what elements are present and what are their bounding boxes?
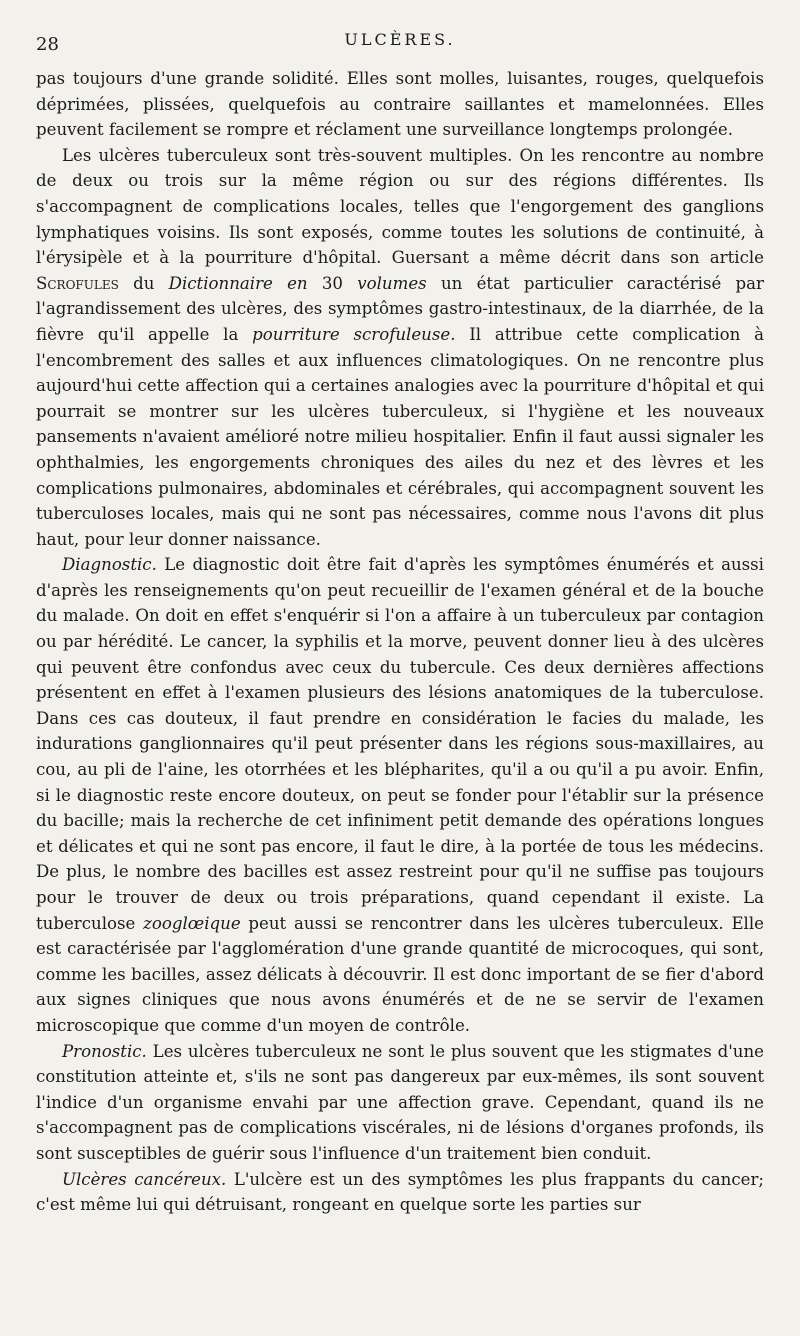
paragraph-ulceres-cancereux (36, 1167, 764, 1218)
text-run: du (118, 273, 169, 293)
paragraph-continuation: pas toujours d'une grande solidité. Elles sont molles, luisantes, rouges, quelquefois déprimées, plissées, quelquefois au contraire saillantes et mamelonnées. Elles peuvent facilement se rompre et réclament une surveillance longtemps prolongée. (36, 69, 764, 140)
body-text (36, 66, 764, 1218)
page-header (36, 22, 764, 66)
small-caps-article-title: Scrofules (36, 273, 119, 293)
text-run: Les ulcères tuberculeux sont très-souvent multiples. On les rencontre au nombre de deux ou trois sur la même région ou sur des régions différentes. Ils s'accompagnent de complications locales, telles que l'engorgement des ganglions lymphatiques voisins. Ils sont exposés, comme toutes les solutions de continuité, à l'érysipèle et à la pourriture d'hôpital. Guersant a même décrit dans son article (36, 145, 764, 268)
text-run: L'ulcère est un des symptômes les plus frappants du cancer; c'est même lui qui détruisant, rongeant en quelque sorte les parties sur (36, 1169, 764, 1215)
text-run: Il attribue cette complication à l'encombrement des salles et aux influences climatologiques. On ne rencontre plus aujourd'hui cette affection qui a certaines analogies avec la pourriture d'hôpital et qui pourrait se montrer sur les ulcères tuberculeux, si l'hygiène et les nouveaux pansements n'avaient amélioré notre milieu hospitalier. Enfin il faut aussi signaler les ophthalmies, les engorgements chroniques des ailes du nez et des lèvres et les complications pulmonaires, abdominales et cérébrales, qui accompagnent souvent les tuberculoses locales, mais qui ne sont pas nécessaires, comme nous l'avons dit plus haut, pour leur donner naissance. (36, 324, 764, 549)
book-page (36, 22, 764, 1322)
paragraph-diagnostic (36, 552, 764, 1038)
italic-dictionary-title: Dictionnaire en (168, 273, 308, 293)
section-heading-ulceres-cancereux: Ulcères cancéreux. (62, 1169, 227, 1189)
section-heading-pronostic: Pronostic. (62, 1041, 147, 1061)
page-number: 28 (36, 34, 59, 55)
text-run: un état particulier caractérisé par l'agrandissement des ulcères, des symptômes gastro-intestinaux, de la diarrhée, de la fièvre qu'il appelle la (36, 273, 764, 344)
paragraph-pronostic (36, 1039, 764, 1167)
text-run: Les ulcères tuberculeux ne sont le plus souvent que les stigmates d'une constitution atteinte et, s'ils ne sont pas dangereux par eux-mêmes, ils sont souvent l'indice d'un organisme envahi par une affection grave. Cependant, quand ils ne s'accompagnent pas de complications viscérales, ni de lésions d'organes profonds, ils sont susceptibles de guérir sous l'influence d'un traitement bien conduit. (36, 1041, 764, 1163)
running-head: ULCÈRES. (344, 30, 456, 49)
text-run: Le diagnostic doit être fait d'après les symptômes énumérés et aussi d'après les renseignements qu'on peut recueillir de l'examen général et de la bouche du malade. On doit en effet s'enquérir si l'on a affaire à un tuberculeux par contagion ou par hérédité. Le cancer, la syphilis et la morve, peuvent donner lieu à des ulcères qui peuvent être confondus avec ceux du tubercule. Ces deux dernières affections présentent en effet à l'examen plusieurs des lésions anatomiques de la tuberculose. Dans ces cas douteux, il faut prendre en considération le facies du malade, les indurations ganglionnaires qu'il peut présenter dans les régions sous-maxillaires, au cou, au pli de l'aine, les otorrhées et les blépharites, qu'il a ou qu'il a pu avoir. Enfin, si le diagnostic reste encore douteux, on peut se fonder pour l'établir sur la présence du bacille; mais la recherche de cet infiniment petit demande des opérations longues et délicates et qui ne sont pas encore, il faut le dire, à la portée de tous les médecins. De plus, le nombre des bacilles est assez restreint pour qu'il ne suffise pas toujours pour le trouver de deux ou trois préparations, quand cependant il existe. La tuberculose (36, 555, 764, 933)
italic-term: pourriture scrofuleuse. (252, 324, 456, 344)
paragraph-multiple-ulcers (36, 143, 764, 553)
text-run: peut aussi se rencontrer dans les ulcères tuberculeux. Elle est caractérisée par l'agglomération d'une grande quantité de microcoques, qui sont, comme les bacilles, assez délicats à découvrir. Il est donc important de se fier d'abord aux signes cliniques que nous avons énumérés et de ne se servir de l'examen microscopique que comme d'un moyen de contrôle. (36, 913, 764, 1035)
italic-volumes: volumes (357, 273, 427, 293)
section-heading-diagnostic: Diagnostic. (62, 555, 157, 575)
text-run: 30 (307, 273, 358, 293)
italic-term: zooglœique (143, 913, 241, 933)
